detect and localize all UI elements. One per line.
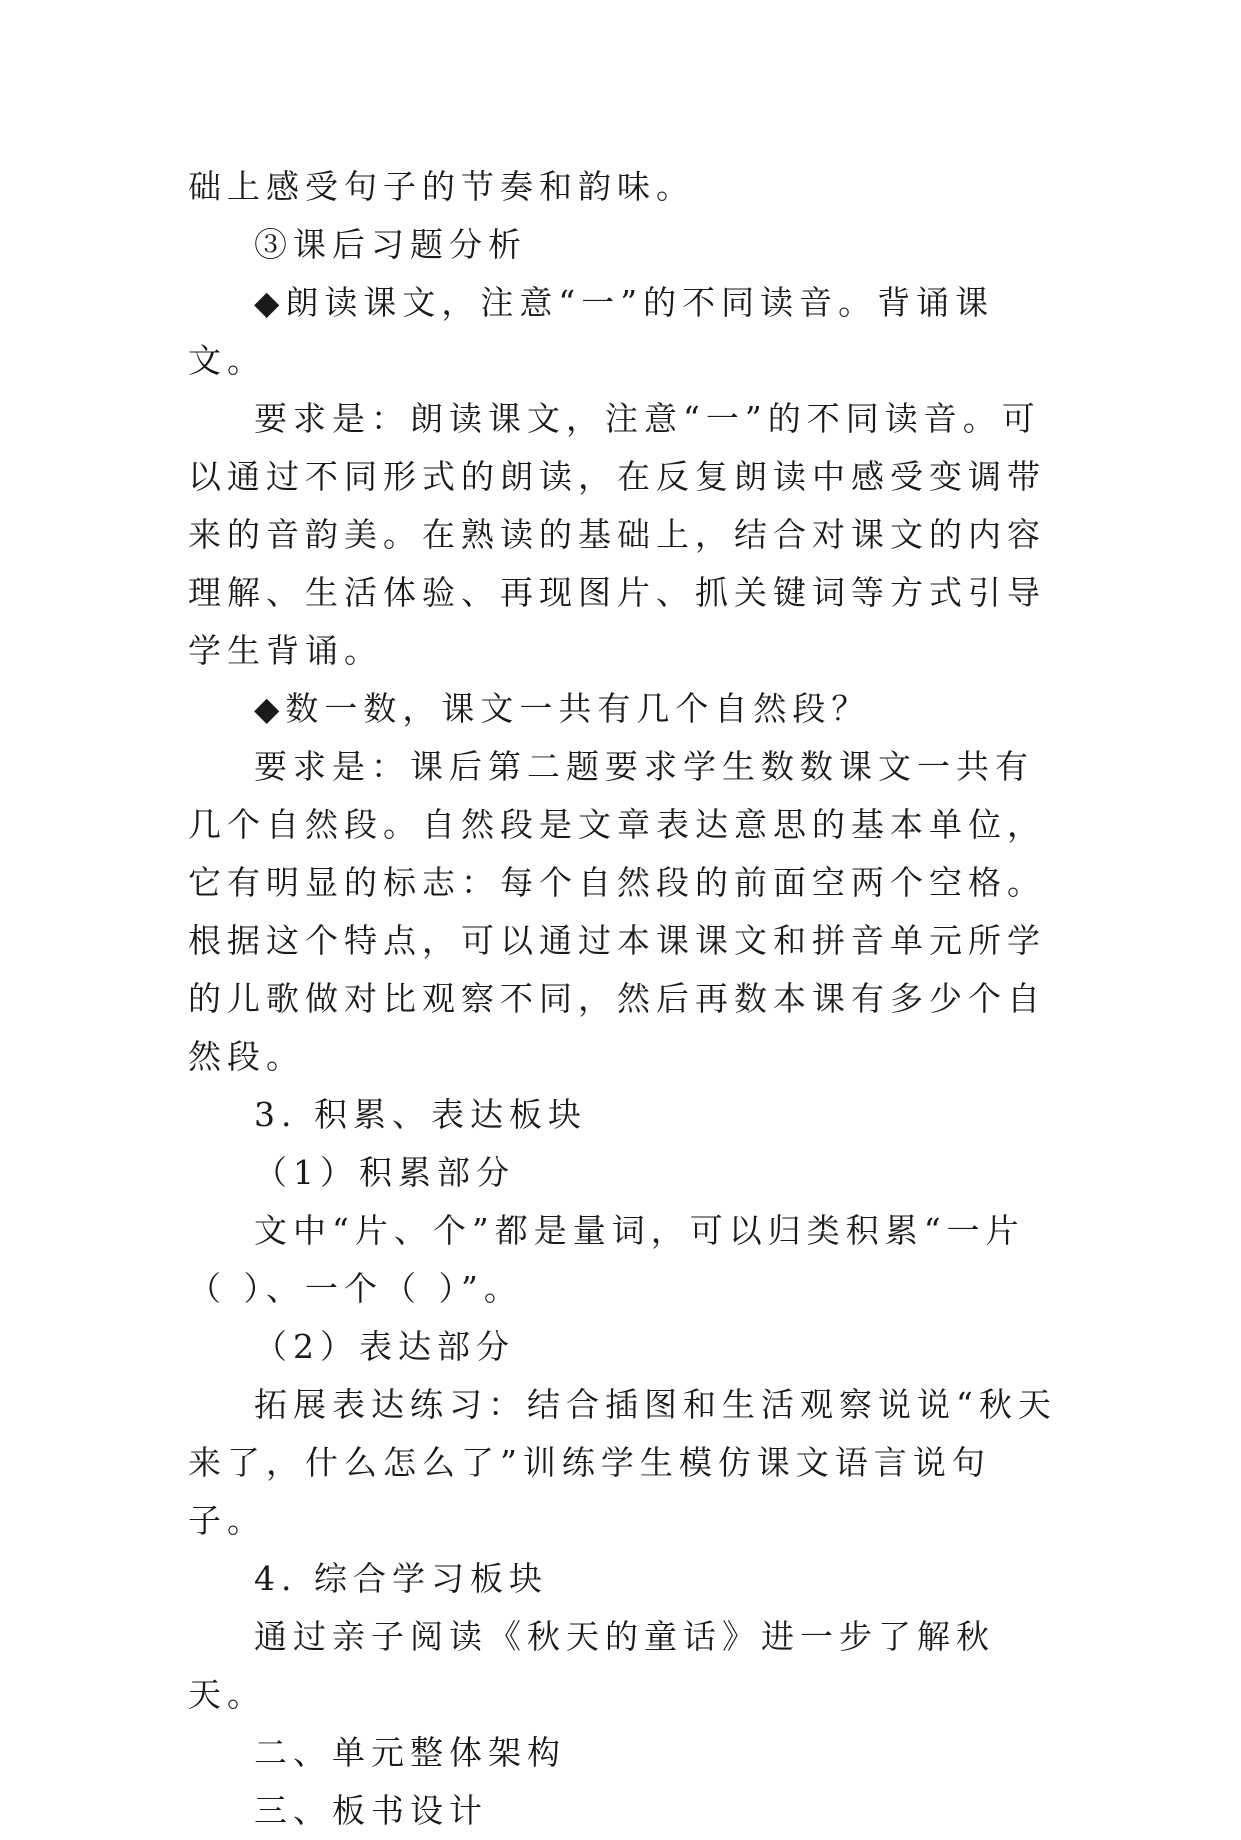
section-heading-integrated-learning: 4. 综合学习板块	[254, 1559, 548, 1598]
subsection-heading-exercise-analysis: ③课后习题分析	[254, 225, 527, 264]
paragraph-measure-words: 文中“片、个”都是量词，可以归类积累“一片（ ）、一个（ ）”。	[188, 1211, 1025, 1308]
section-heading-blackboard-design: 三、板书设计	[254, 1791, 488, 1830]
document-body	[188, 158, 1058, 1840]
subsection-heading-accumulation: （1）积累部分	[254, 1153, 515, 1192]
paragraph-parent-child-reading: 通过亲子阅读《秋天的童话》进一步了解秋天。	[188, 1617, 995, 1714]
exercise-item-count-paragraphs: ◆数一数，课文一共有几个自然段？	[254, 689, 871, 728]
paragraph-requirement-read-aloud: 要求是：朗读课文，注意“一”的不同读音。可以通过不同形式的朗读，在反复朗读中感受变调带来的音韵美。在熟读的基础上，结合对课文的内容理解、生活体验、再现图片、抓关键词等方式引导学生背诵。	[188, 399, 1046, 670]
section-heading-unit-structure: 二、单元整体架构	[254, 1733, 566, 1772]
paragraph-continuation: 础上感受句子的节奏和韵味。	[188, 167, 695, 206]
exercise-item-read-aloud: ◆朗读课文，注意“一”的不同读音。背诵课文。	[188, 283, 995, 380]
paragraph-expression-practice: 拓展表达练习：结合插图和生活观察说说“秋天来了，什么怎么了”训练学生模仿课文语言说句子。	[188, 1385, 1057, 1540]
subsection-heading-expression: （2）表达部分	[254, 1327, 515, 1366]
section-heading-accumulation-expression: 3. 积累、表达板块	[254, 1095, 587, 1134]
paragraph-requirement-count-paragraphs: 要求是：课后第二题要求学生数数课文一共有几个自然段。自然段是文章表达意思的基本单位，它有明显的标志：每个自然段的前面空两个空格。根据这个特点，可以通过本课课文和拼音单元所学的儿歌做对比观察不同，然后再数本课有多少个自然段。	[188, 747, 1046, 1076]
